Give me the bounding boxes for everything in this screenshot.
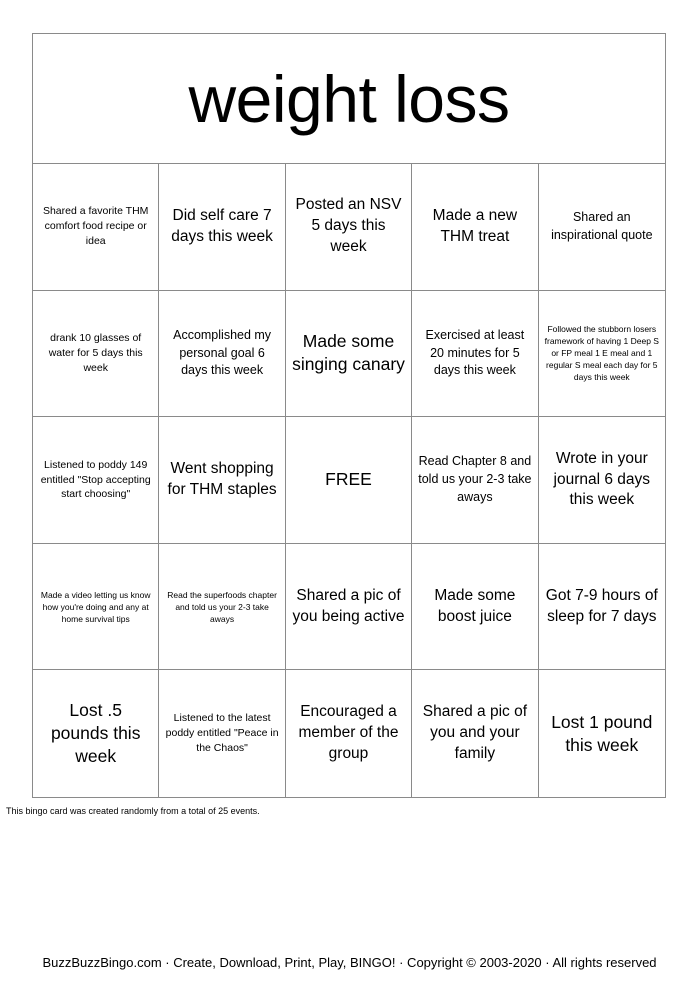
bingo-cell-text: Got 7-9 hours of sleep for 7 days [545,586,658,625]
bingo-cell-text: Read the superfoods chapter and told us your 2-3 take aways [167,589,277,624]
bingo-card [32,33,666,798]
bingo-cell-text: Lost 1 pound this week [551,711,653,755]
bingo-cell-text: drank 10 glasses of water for 5 days this week [48,332,143,374]
bingo-cell[interactable] [286,291,412,418]
bingo-cell-text: Wrote in your journal 6 days this week [553,449,651,509]
bingo-cell[interactable] [33,670,159,797]
bingo-cell-text: Listened to the latest poddy entitled "Peace in the Chaos" [165,712,279,755]
bingo-cell-text: Accomplished my personal goal 6 days this week [173,327,272,378]
bingo-cell[interactable] [159,164,285,291]
bingo-cell[interactable] [539,164,665,291]
bingo-cell[interactable] [412,164,538,291]
bingo-cell[interactable] [286,164,412,291]
bingo-cell-text: Made a new THM treat [432,206,518,245]
bingo-cell[interactable] [539,417,665,544]
bingo-cell-free[interactable] [286,417,412,544]
bingo-cell[interactable] [539,544,665,671]
bingo-cell[interactable] [412,291,538,418]
bingo-cell-text: Shared an inspirational quote [551,210,653,242]
bingo-cell[interactable] [286,670,412,797]
site-footer: BuzzBuzzBingo.com · Create, Download, Print, Play, BINGO! · Copyright © 2003-2020 · All rights reserved [42,955,657,970]
bingo-cell-text: Went shopping for THM staples [167,460,277,498]
bingo-cell[interactable] [159,291,285,418]
bingo-card-title [33,34,665,164]
bingo-card-title-text: weight loss [188,61,510,136]
bingo-cell-text: Posted an NSV 5 days this week [295,196,402,256]
bingo-cell-text: Followed the stubborn losers framework of having 1 Deep S or FP meal 1 E meal and 1 regular S meal each day for 5 days this week [544,324,659,383]
bingo-cell[interactable] [159,670,285,797]
bingo-cell-text: Made some singing canary [292,331,405,375]
bingo-cell[interactable] [159,544,285,671]
bingo-cell[interactable] [33,291,159,418]
bingo-cell-text: Shared a pic of you and your family [422,703,528,763]
bingo-cell[interactable] [412,670,538,797]
bingo-cell-text: Encouraged a member of the group [298,703,399,763]
bingo-cell[interactable] [159,417,285,544]
bingo-cell[interactable] [33,544,159,671]
bingo-cell-text: FREE [325,469,372,490]
bingo-cell-text: Shared a favorite THM comfort food recipe or idea [42,205,149,248]
bingo-cell-text: Did self care 7 days this week [171,206,273,245]
bingo-cell[interactable] [539,291,665,418]
card-generation-note: This bingo card was created randomly from a total of 25 events. [6,806,260,816]
bingo-cell[interactable] [412,544,538,671]
bingo-cell-text: Shared a pic of you being active [292,586,405,625]
bingo-cell-text: Exercised at least 20 minutes for 5 days this week [425,327,525,378]
bingo-cell-text: Made some boost juice [434,586,516,625]
bingo-cell-text: Made a video letting us know how you're doing and any at home survival tips [40,589,151,624]
bingo-cell[interactable] [539,670,665,797]
bingo-grid [33,164,665,797]
bingo-cell[interactable] [286,544,412,671]
bingo-cell[interactable] [412,417,538,544]
bingo-cell-text: Lost .5 pounds this week [50,700,141,767]
bingo-cell[interactable] [33,164,159,291]
bingo-cell-text: Listened to poddy 149 entitled "Stop accepting start choosing" [40,458,151,501]
bingo-cell-text: Read Chapter 8 and told us your 2-3 take aways [418,454,532,504]
bingo-cell[interactable] [33,417,159,544]
